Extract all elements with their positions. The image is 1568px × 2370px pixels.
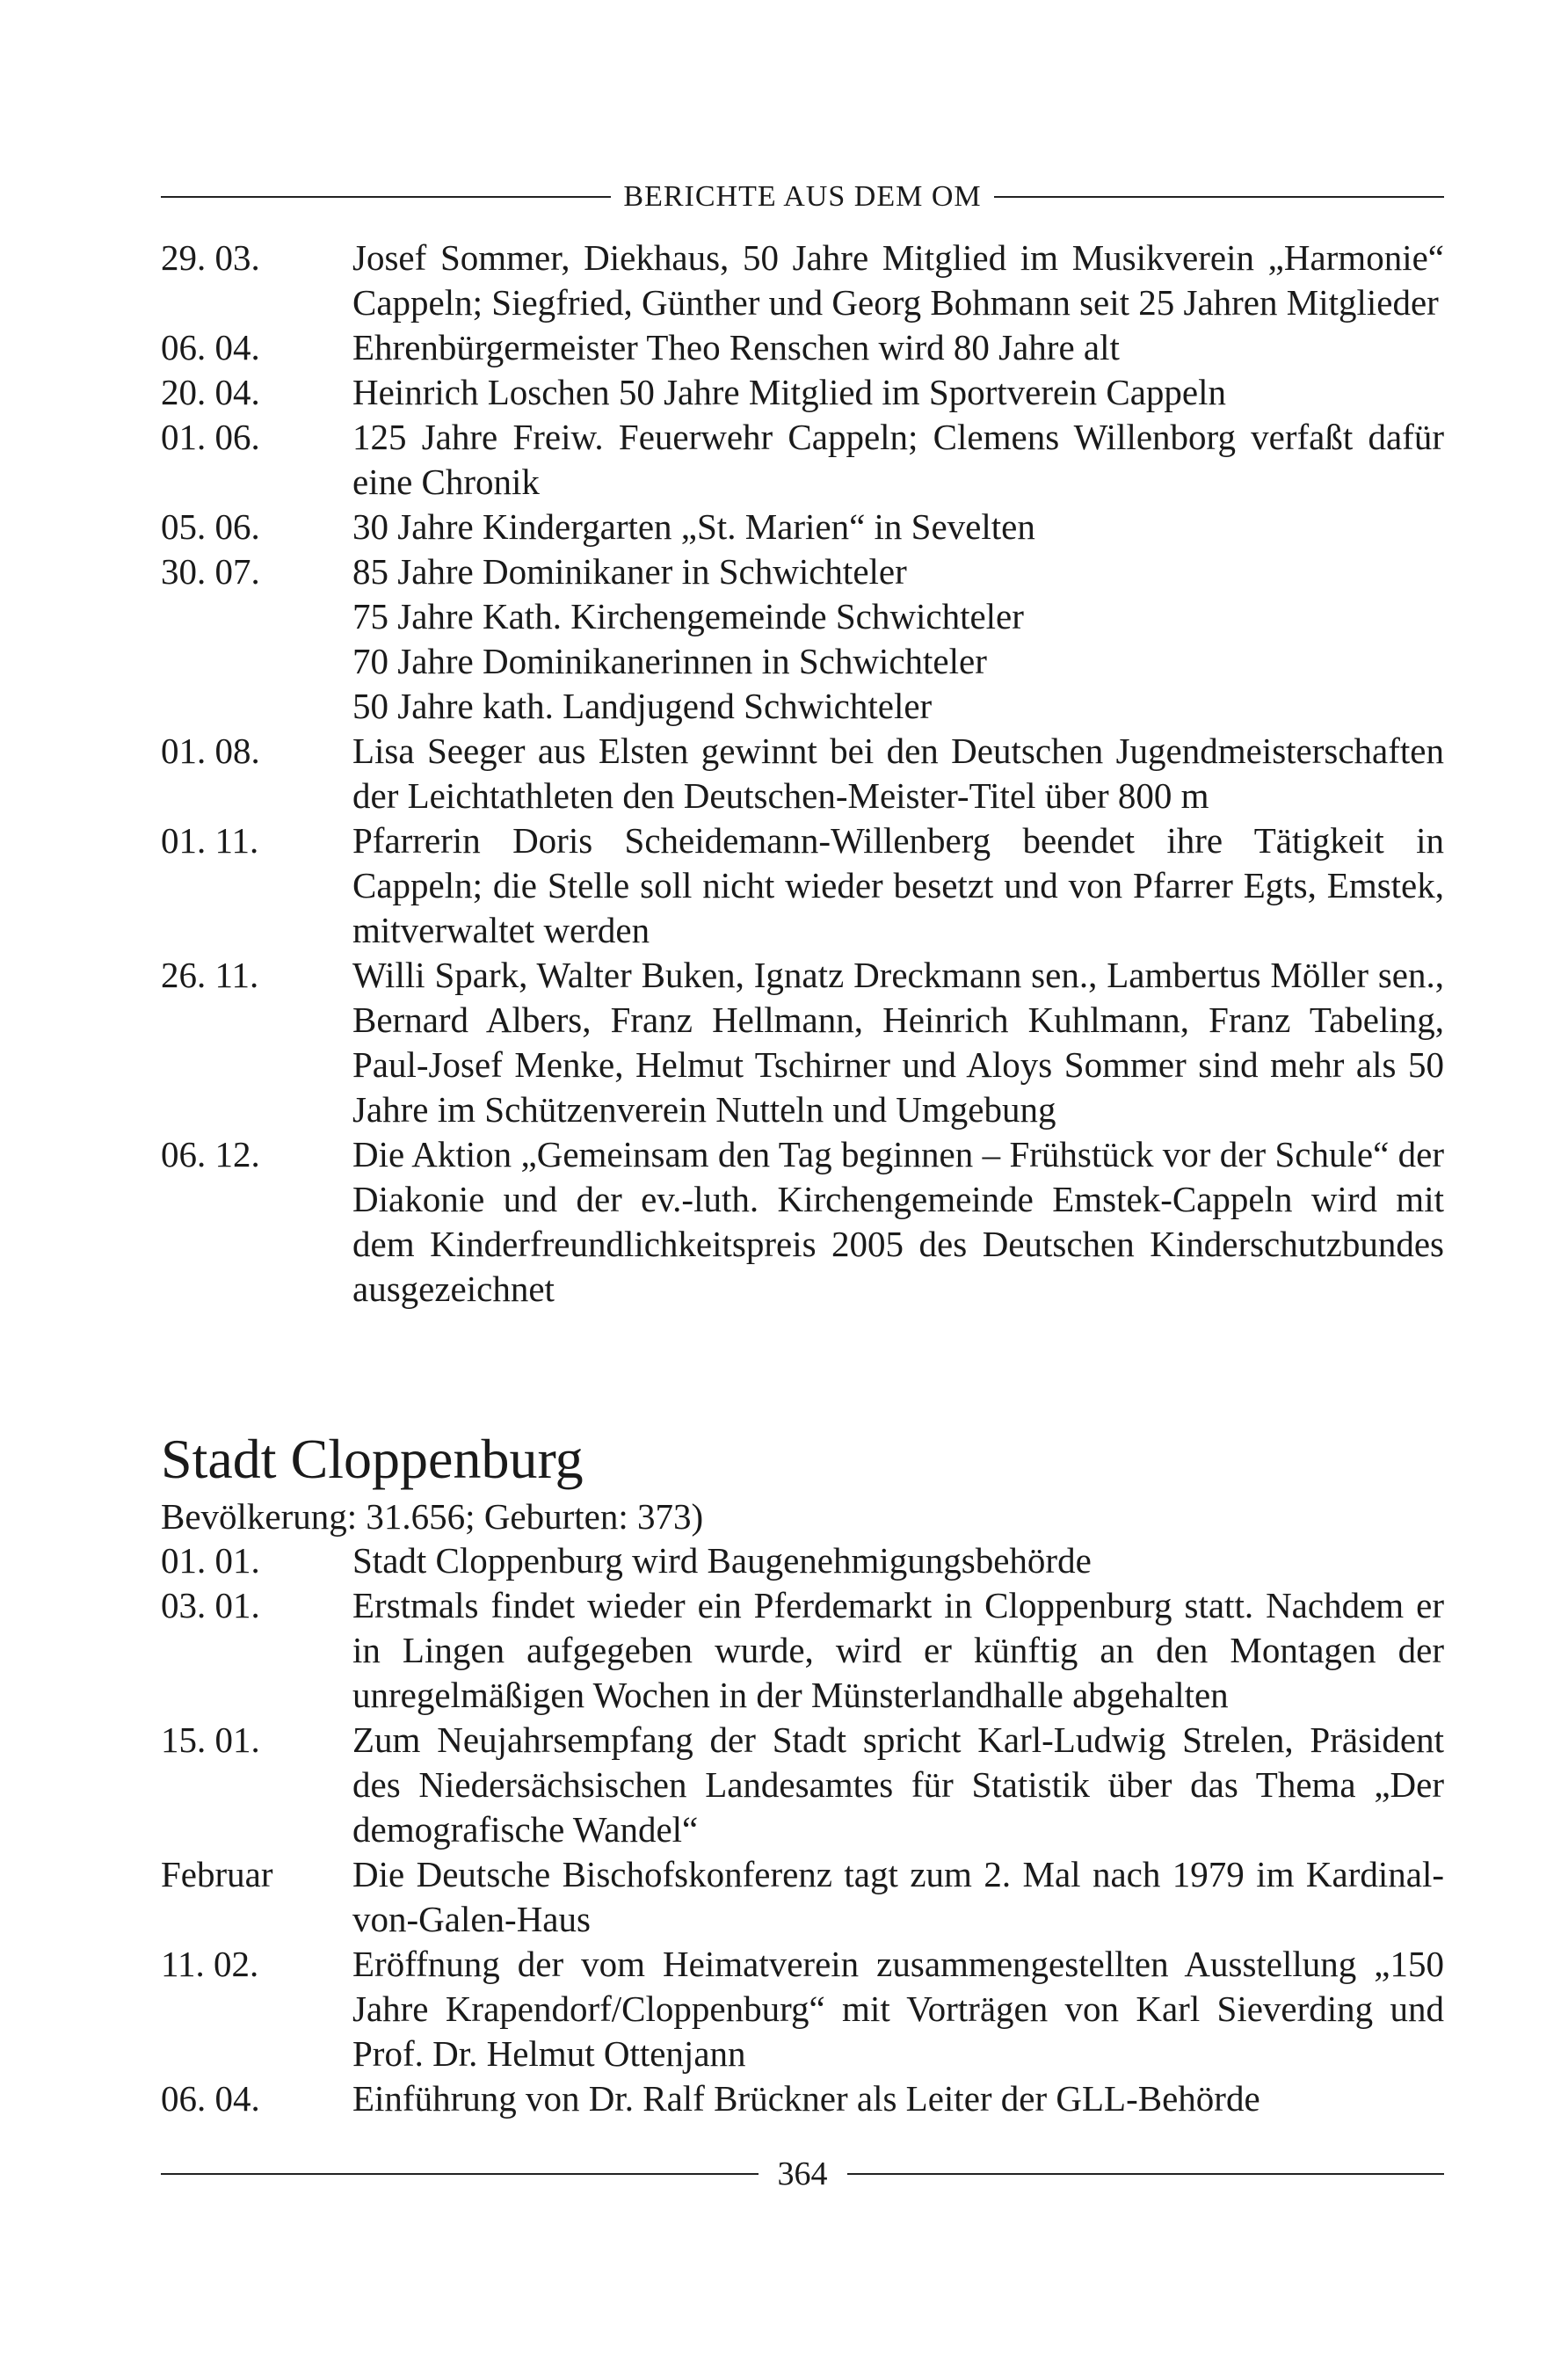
entry-text: Willi Spark, Walter Buken, Ignatz Dreckmann sen., Lambertus Möller sen., Bernard Albers, Franz Hellmann, Heinrich Kuhlmann, Franz Tabeling, Paul-Josef Menke, Helmut Tschirner und Aloys Sommer sind mehr als 50 Jahre im Schützenverein Nutteln und Umgebung [352,955,1444,1130]
chronicle-entry [161,1132,1444,1312]
chronicle-entry [161,1583,1444,1718]
entry-text: Stadt Cloppenburg wird Baugenehmigungsbehörde [352,1540,1092,1581]
entry-date: 20. 04. [161,372,260,412]
entry-date: 15. 01. [161,1719,260,1760]
entry-date: 11. 02. [161,1944,259,1984]
chronicle-entry [161,325,1444,370]
page-number: 364 [777,2156,828,2192]
entry-line: 70 Jahre Dominikanerinnen in Schwichteler [352,641,987,681]
entry-text-multiline [352,549,1444,729]
header-rule-right [994,196,1444,198]
entry-date: 01. 11. [161,820,259,861]
entry-text: Ehrenbürgermeister Theo Renschen wird 80 Jahre alt [352,327,1120,367]
entry-date: 01. 01. [161,1540,260,1581]
entry-line: 75 Jahre Kath. Kirchengemeinde Schwichteler [352,596,1024,636]
entry-text: Josef Sommer, Diekhaus, 50 Jahre Mitglied im Musikverein „Harmonie“ Cappeln; Siegfried, Günther und Georg Bohmann seit 25 Jahren Mitglieder [352,237,1444,323]
chronicle-entry [161,370,1444,415]
entry-text: Pfarrerin Doris Scheidemann-Willenberg beendet ihre Tätigkeit in Cappeln; die Stelle soll nicht wieder besetzt und von Pfarrer Egts, Emstek, mitverwaltet werden [352,820,1444,950]
entry-date: 03. 01. [161,1585,260,1625]
chronicle-entry [161,818,1444,953]
section-statistics: Bevölkerung: 31.656; Geburten: 373) [161,1496,704,1537]
entry-date: 29. 03. [161,237,260,278]
footer-rule-left [161,2173,759,2175]
entry-line: 85 Jahre Dominikaner in Schwichteler [352,551,907,592]
chronicle-entry [161,236,1444,325]
chronicle-entry [161,415,1444,505]
entry-text: Erstmals findet wieder ein Pferdemarkt in Cloppenburg statt. Nachdem er in Lingen aufgegeben wurde, wird er künftig an den Montagen der unregelmäßigen Wochen in der Münsterlandhalle abgehalten [352,1585,1444,1715]
entry-text: Die Aktion „Gemeinsam den Tag beginnen – Frühstück vor der Schule“ der Diakonie und der ev.-luth. Kirchengemeinde Emstek-Cappeln wird mit dem Kinderfreundlichkeitspreis 2005 des Deutschen Kinderschutzbundes ausgezeichnet [352,1134,1444,1309]
chronicle-entry [161,505,1444,549]
page-footer [161,2152,1444,2196]
chronicle-entry [161,729,1444,818]
entry-date: 06. 04. [161,327,260,367]
entry-date: 01. 08. [161,731,260,771]
entry-date: 01. 06. [161,417,260,457]
chronicle-list-cappeln [161,236,1444,1312]
chronicle-list-cloppenburg [161,1538,1444,2121]
chronicle-entry [161,549,1444,729]
chronicle-entry [161,2076,1444,2121]
chronicle-entry [161,1942,1444,2076]
entry-text: Lisa Seeger aus Elsten gewinnt bei den Deutschen Jugendmeisterschaften der Leichtathleten den Deutschen-Meister-Titel über 800 m [352,731,1444,816]
header-rule-left [161,196,611,198]
chronicle-entry [161,1718,1444,1852]
running-header [161,178,1444,216]
entry-date: 26. 11. [161,955,259,995]
chronicle-entry [161,953,1444,1132]
section-heading: Stadt Cloppenburg [161,1428,584,1490]
entry-text: Eröffnung der vom Heimatverein zusammengestellten Ausstellung „150 Jahre Krapendorf/Cloppenburg“ mit Vorträgen von Karl Sieverding und Prof. Dr. Helmut Ottenjann [352,1944,1444,2074]
entry-text: Heinrich Loschen 50 Jahre Mitglied im Sportverein Cappeln [352,372,1227,412]
entry-text: Die Deutsche Bischofskonferenz tagt zum 2. Mal nach 1979 im Kardinal-von-Galen-Haus [352,1854,1444,1939]
entry-date: 05. 06. [161,506,260,547]
entry-date: 30. 07. [161,551,260,592]
entry-text: 30 Jahre Kindergarten „St. Marien“ in Sevelten [352,506,1035,547]
entry-text: Einführung von Dr. Ralf Brückner als Leiter der GLL-Behörde [352,2078,1260,2119]
entry-date: 06. 12. [161,1134,260,1174]
entry-text: Zum Neujahrsempfang der Stadt spricht Karl-Ludwig Strelen, Präsident des Niedersächsischen Landesamtes für Statistik über das Thema „Der demografische Wandel“ [352,1719,1444,1850]
chronicle-entry [161,1538,1444,1583]
running-header-title: BERICHTE AUS DEM OM [623,180,982,213]
footer-rule-right [847,2173,1445,2175]
entry-date: Februar [161,1854,273,1894]
chronicle-entry [161,1852,1444,1942]
entry-text: 125 Jahre Freiw. Feuerwehr Cappeln; Clemens Willenborg verfaßt dafür eine Chronik [352,417,1444,502]
entry-date: 06. 04. [161,2078,260,2119]
entry-line: 50 Jahre kath. Landjugend Schwichteler [352,686,933,726]
